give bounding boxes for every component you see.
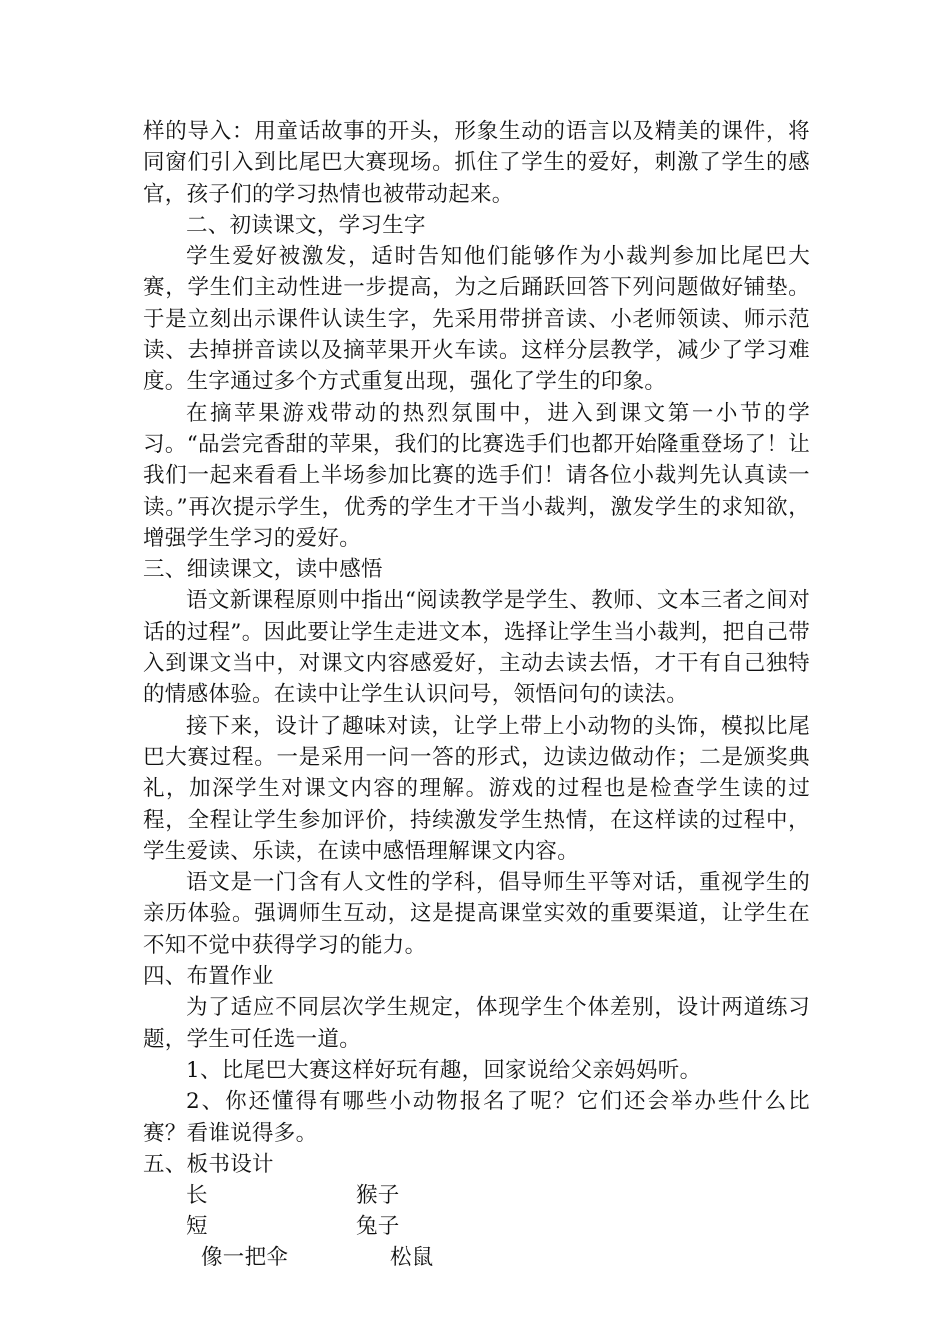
board-animal: 猴子	[356, 1183, 400, 1209]
homework-item-1: 1、比尾巴大赛这样好玩有趣，回家说给父亲妈妈听。	[186, 1057, 702, 1083]
board-trait: 像一把伞	[201, 1245, 289, 1271]
board-design	[143, 1180, 810, 1274]
paragraph-interest: 学生爱好被激发，适时告知他们能够作为小裁判参加比尾巴大赛，学生们主动性进一步提高，为之后踊跃回答下列问题做好铺垫。于是立刻出示课件认读生字，先采用带拼音读、小老师领读、师示范读、去掉拼音读以及摘苹果开火车读。这样分层教学，减少了学习难度。生字通过多个方式重复出现，强化了学生的印象。	[143, 244, 810, 395]
board-row	[143, 1180, 810, 1211]
paragraph-apple-game: 在摘苹果游戏带动的热烈氛围中，进入到课文第一小节的学习。“品尝完香甜的苹果，我们的比赛选手们也都开始隆重登场了！让我们一起来看看上半场参加比赛的选手们！请各位小裁判先认真读一读。”再次提示学生，优秀的学生才干当小裁判，激发学生的求知欲，增强学生学习的爱好。	[143, 400, 810, 551]
heading-close-reading: 三、细读课文，读中感悟	[143, 557, 383, 583]
document-body	[143, 116, 810, 1274]
paragraph-curriculum: 语文新课程原则中指出“阅读教学是学生、教师、文本三者之间对话的过程”。因此要让学生走进文本，选择让学生当小裁判，把自己带入到课文当中，对课文内容感爱好，主动去读去悟，才干有自己独特的情感体验。在读中让学生认识问号，领悟问句的读法。	[143, 588, 810, 708]
board-animal: 兔子	[356, 1214, 400, 1240]
board-trait: 短	[186, 1214, 208, 1240]
board-row	[143, 1242, 810, 1273]
board-trait: 长	[186, 1183, 208, 1209]
paragraph-homework-intro: 为了适应不同层次学生规定，体现学生个体差别，设计两道练习题，学生可任选一道。	[143, 995, 810, 1052]
board-animal: 松鼠	[390, 1245, 434, 1271]
paragraph-continuation: 样的导入：用童话故事的开头，形象生动的语言以及精美的课件，将同窗们引入到比尾巴大赛现场。抓住了学生的爱好，刺激了学生的感官，孩子们的学习热情也被带动起来。	[143, 119, 810, 207]
heading-homework: 四、布置作业	[143, 964, 274, 990]
board-row	[143, 1211, 810, 1242]
subheading-first-reading: 二、初读课文，学习生字	[186, 212, 426, 238]
paragraph-fun-reading: 接下来，设计了趣味对读，让学上带上小动物的头饰，模拟比尾巴大赛过程。一是采用一问一答的形式，边读边做动作；二是颁奖典礼，加深学生对课文内容的理解。游戏的过程也是检查学生读的过程，全程让学生参加评价，持续激发学生热情，在这样读的过程中，学生爱读、乐读，在读中感悟理解课文内容。	[143, 713, 810, 864]
heading-board-design: 五、板书设计	[143, 1151, 274, 1177]
homework-item-2: 2、你还懂得有哪些小动物报名了呢？它们还会举办些什么比赛？看谁说得多。	[143, 1089, 810, 1146]
paragraph-humanities: 语文是一门含有人文性的学科，倡导师生平等对话，重视学生的亲历体验。强调师生互动，这是提高课堂实效的重要渠道，让学生在不知不觉中获得学习的能力。	[143, 870, 810, 958]
